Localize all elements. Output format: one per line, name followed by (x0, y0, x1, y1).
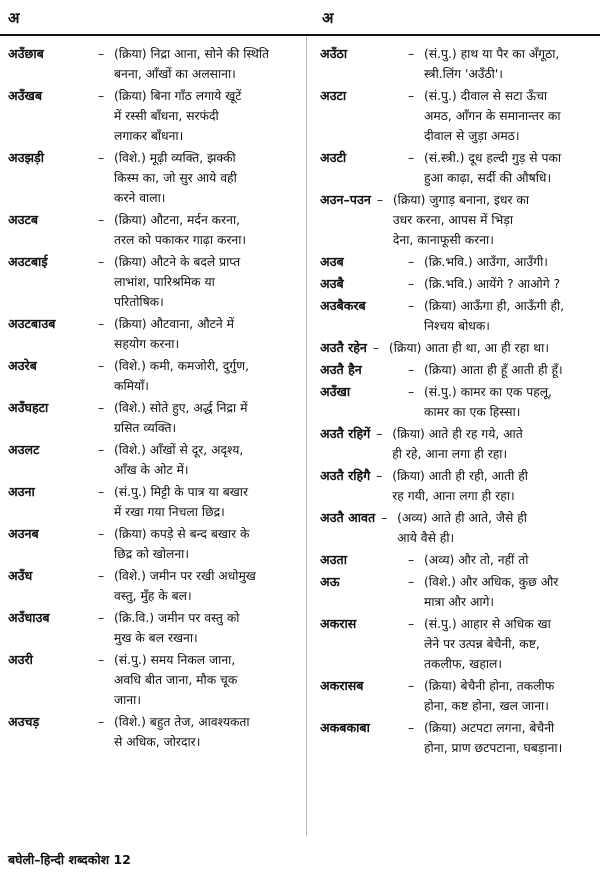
dictionary-entry (8, 650, 293, 710)
entry-headword: अउँधाउब (8, 610, 50, 625)
entry-definition: (क्रिया) औटना, मर्दन करना, तरल को पकाकर गाढ़ा करना। (114, 213, 247, 247)
entry-dash: – (98, 213, 105, 227)
page-footer: बघेली–हिन्दी शब्दकोश 12 (8, 852, 131, 867)
entry-headword: अकरास (320, 616, 357, 631)
dictionary-entry (320, 296, 596, 336)
entry-headword: अउँघहटा (8, 400, 49, 415)
entry-dash: – (376, 469, 383, 483)
entry-headword: अकबकाबा (320, 720, 370, 735)
entry-definition: (क्रिया) अटपटा लगना, बेचैनी होना, प्राण छटपटाना, घबड़ाना। (424, 721, 563, 755)
entry-headword: अउटी (320, 150, 347, 165)
entry-headword: अउता (320, 552, 347, 567)
dictionary-entry (8, 608, 293, 648)
entry-dash: – (98, 569, 105, 583)
entry-definition: (अव्य) और तो, नहीं तो (424, 553, 529, 567)
entry-dash: – (408, 47, 415, 61)
entry-headword: अउटबाउब (8, 316, 56, 331)
entry-definition: (विशे.) जमीन पर रखी अधोमुख वस्तु, मुँह के बल। (114, 569, 256, 603)
dictionary-entry (320, 382, 596, 422)
entry-definition: (क्रि.भवि.) आउँगा, आउँगी। (424, 255, 548, 269)
entry-dash: – (408, 385, 415, 399)
entry-headword: अउनब (8, 526, 39, 541)
entry-definition: (सं.पु.) दीवाल से सटा ऊँचा अमठ, आँगन के समानान्तर का दीवाल से जुड़ा अमठ। (424, 89, 561, 143)
entry-definition: (विशे.) सोते हुए, अर्द्ध निद्रा में ग्रसित व्यक्ति। (114, 401, 248, 435)
left-column (8, 44, 293, 754)
dictionary-entry (320, 338, 596, 358)
entry-dash: – (408, 363, 415, 377)
entry-headword: अउटबाई (8, 254, 48, 269)
entry-definition: (क्रि.वि.) जमीन पर वस्तु को मुख के बल रखना। (114, 611, 240, 645)
entry-dash: – (408, 89, 415, 103)
entry-dash: – (98, 715, 105, 729)
dictionary-entry (320, 252, 596, 272)
entry-headword: अउना (8, 484, 35, 499)
entry-definition: (विशे.) कमी, कमजोरी, दुर्गुण, कमियाँ। (114, 359, 249, 393)
entry-dash: – (98, 611, 105, 625)
dictionary-entry (320, 424, 596, 464)
entry-dash: – (408, 617, 415, 631)
entry-definition: (सं.पु.) कामर का एक पहलू, कामर का एक हिस्सा। (424, 385, 552, 419)
header-letter-left: अ (8, 9, 20, 27)
dictionary-entry (320, 466, 596, 506)
entry-definition: (सं.पु.) समय निकल जाना, अवधि बीत जाना, मौक चूक जाना। (114, 653, 238, 707)
entry-dash: – (408, 721, 415, 735)
entry-dash: – (98, 89, 105, 103)
entry-headword: अउटब (8, 212, 39, 227)
entry-definition: (सं.पु.) हाथ या पैर का अँगूठा, स्त्री.लिंग 'अउँठी'। (424, 47, 560, 81)
entry-dash: – (98, 443, 105, 457)
entry-definition: (क्रिया) बिना गाँठ लगाये खूटें में रस्सी बाँधना, सरफंदी लगाकर बाँधना। (114, 89, 242, 143)
entry-dash: – (408, 679, 415, 693)
entry-headword: अउबै (320, 276, 344, 291)
entry-dash: – (408, 151, 415, 165)
entry-dash: – (408, 299, 415, 313)
entry-dash: – (408, 255, 415, 269)
right-column (320, 44, 596, 760)
dictionary-entry (8, 566, 293, 606)
dictionary-entry (8, 314, 293, 354)
entry-definition: (सं.पु.) आहार से अधिक खा लेने पर उत्पन्न बेचैनी, कष्ट, तकलीफ, खहाल। (424, 617, 551, 671)
entry-definition: (क्रिया) औटने के बदले प्राप्त लाभांश, पारिश्रमिक या परितोषिक। (114, 255, 241, 309)
entry-headword: अउन–पउन (320, 192, 371, 207)
dictionary-entry (8, 482, 293, 522)
header-rule (0, 34, 600, 36)
entry-headword: अउटा (320, 88, 347, 103)
entry-definition: (क्रिया) आते ही रह गये, आते ही रहे, आना लगा ही रहा। (392, 427, 523, 461)
entry-dash: – (376, 193, 384, 207)
entry-definition: (क्रिया) कपड़े से बन्द बखार के छिद्र को खोलना। (114, 527, 250, 561)
dictionary-entry (320, 572, 596, 612)
entry-headword: अउब (320, 254, 344, 269)
entry-headword: अउँछाब (8, 46, 44, 61)
entry-dash: – (98, 485, 105, 499)
entry-definition: (क्रिया) बेचैनी होना, तकलीफ होना, कष्ट होना, खल जाना। (424, 679, 555, 713)
entry-definition: (क्रिया) आता ही था, आ ही रहा था। (388, 341, 549, 355)
dictionary-entry (320, 148, 596, 188)
dictionary-entry (320, 508, 596, 548)
dictionary-entry (8, 356, 293, 396)
entry-dash: – (408, 553, 415, 567)
dictionary-entry (8, 210, 293, 250)
entry-definition: (विशे.) मूढ़ी व्यक्ति, झक्की किस्म का, जो सुर आये वही करने वाला। (114, 151, 237, 205)
dictionary-entry (8, 712, 293, 752)
entry-headword: अउझड़ी (8, 150, 45, 165)
dictionary-entry (320, 274, 596, 294)
dictionary-entry (320, 614, 596, 674)
entry-headword: अकरासब (320, 678, 364, 693)
dictionary-entry (8, 252, 293, 312)
entry-headword: अउँध (8, 568, 33, 583)
entry-definition: (क्रिया) आता ही हूँ आती ही हूँ। (424, 363, 563, 377)
entry-dash: – (98, 47, 105, 61)
entry-definition: (अव्य) आते ही आते, जैसे ही आये वैसे ही। (397, 511, 527, 545)
dictionary-entry (320, 86, 596, 146)
entry-headword: अउँखब (8, 88, 43, 103)
entry-definition: (क्रिया) जुगाड़ बनाना, इधर का उधर करना, आपस में भिड़ा देना, कानाफूसी करना। (392, 193, 530, 247)
dictionary-entry (8, 440, 293, 480)
entry-headword: अउँठा (320, 46, 348, 61)
entry-headword: अउतै रहेन (320, 340, 367, 355)
header-letter-right: अ (322, 9, 334, 27)
dictionary-entry (8, 148, 293, 208)
entry-headword: अउतै रहिगै (320, 468, 371, 483)
page-header (0, 6, 600, 28)
entry-dash: – (376, 427, 383, 441)
entry-dash: – (98, 359, 105, 373)
entry-dash: – (372, 341, 380, 355)
entry-headword: अउँखा (320, 384, 351, 399)
entry-definition: (सं.पु.) मिट्टी के पात्र या बखार में रखा गया निचला छिद्र। (114, 485, 249, 519)
entry-dash: – (408, 277, 415, 291)
entry-headword: अउलट (8, 442, 40, 457)
entry-definition: (क्रिया) आती ही रही, आती ही रह गयी, आना लगा ही रहा। (392, 469, 528, 503)
entry-headword: अउतै हैन (320, 362, 362, 377)
entry-dash: – (98, 653, 105, 667)
entry-definition: (विशे.) बहुत तेज, आवश्यकता से अधिक, जोरदार। (114, 715, 250, 749)
dictionary-entry (320, 190, 596, 250)
entry-headword: अऊ (320, 574, 340, 589)
entry-headword: अउरी (8, 652, 33, 667)
entry-headword: अउरेब (8, 358, 37, 373)
dictionary-entry (320, 44, 596, 84)
entry-headword: अउचड़ (8, 714, 40, 729)
entry-definition: (क्रि.भवि.) आयेंगे ? आओगे ? (424, 277, 561, 291)
entry-dash: – (98, 527, 105, 541)
entry-dash: – (98, 255, 105, 269)
entry-dash: – (381, 511, 388, 525)
entry-headword: अउतै रहिगें (320, 426, 371, 441)
dictionary-entry (320, 718, 596, 758)
entry-definition: (विशे.) आँखों से दूर, अदृश्य, आँख के ओट में। (114, 443, 244, 477)
entry-headword: अउबैकरब (320, 298, 366, 313)
entry-definition: (सं.स्त्री.) दूध हल्दी गुड़ से पका हुआ काढ़ा, सर्दी की औषधि। (424, 151, 562, 185)
entry-definition: (विशे.) और अधिक, कुछ और मात्रा और आगे। (424, 575, 559, 609)
dictionary-entry (320, 360, 596, 380)
entry-dash: – (98, 151, 105, 165)
entry-dash: – (408, 575, 415, 589)
dictionary-entry (320, 676, 596, 716)
entry-definition: (क्रिया) आऊँगा ही, आऊँगी ही, निश्चय बोधक। (424, 299, 565, 333)
dictionary-entry (8, 398, 293, 438)
dictionary-entry (8, 524, 293, 564)
dictionary-entry (8, 44, 293, 84)
entry-dash: – (98, 317, 105, 331)
dictionary-entry (8, 86, 293, 146)
dictionary-entry (320, 550, 596, 570)
entry-definition: (क्रिया) निद्रा आना, सोने की स्थिति बनना, आँखों का अलसाना। (114, 47, 270, 81)
column-divider (306, 36, 307, 836)
entry-headword: अउतै आवत (320, 510, 376, 525)
entry-dash: – (98, 401, 105, 415)
entry-definition: (क्रिया) औटवाना, औटने में सहयोग करना। (114, 317, 234, 351)
